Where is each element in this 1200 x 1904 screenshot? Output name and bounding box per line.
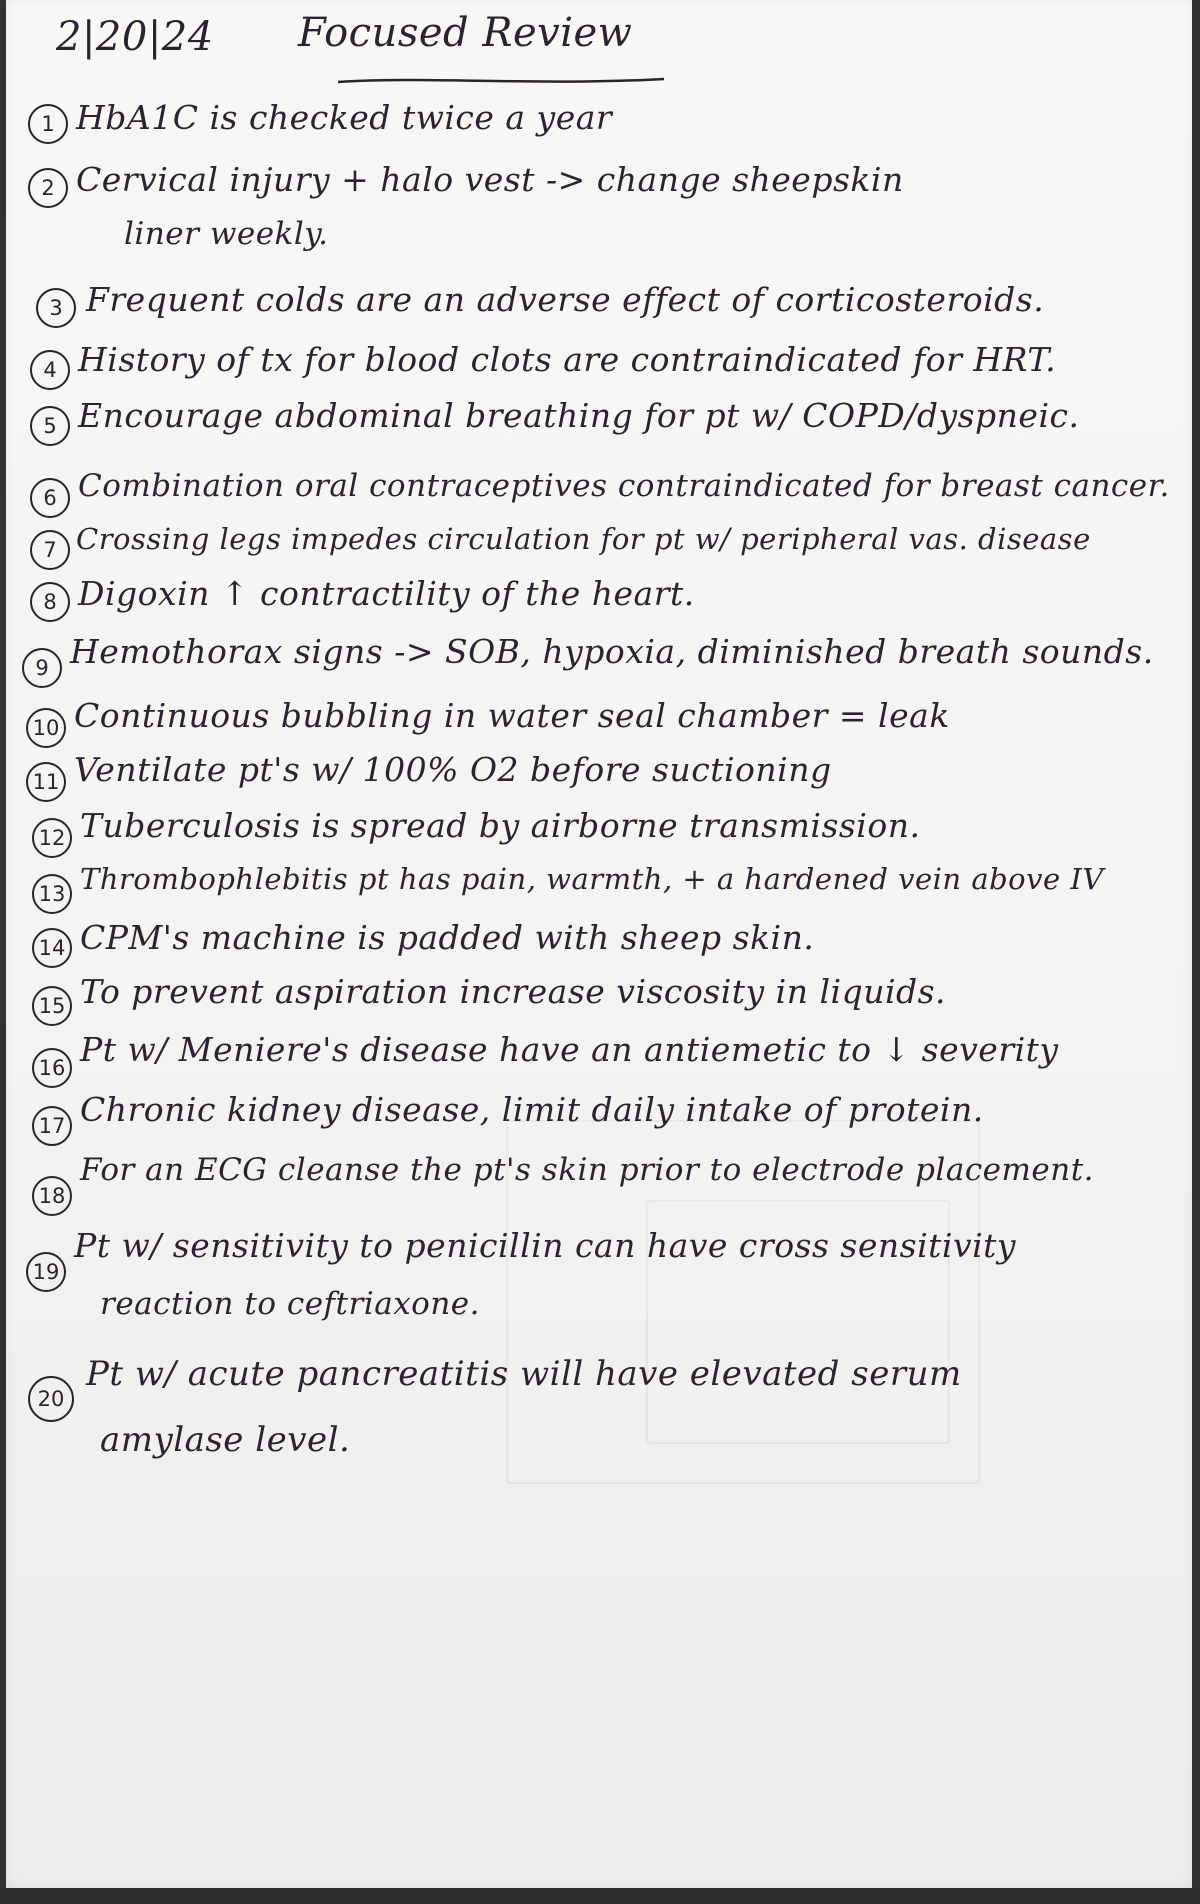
item-number-9: 9 <box>22 648 62 688</box>
item-text-5: Encourage abdominal breathing for pt w/ COPD/dyspneic. <box>78 396 1080 435</box>
item-continuation-2: liner weekly. <box>124 216 329 252</box>
item-text-17: Chronic kidney disease, limit daily intake of protein. <box>80 1090 984 1129</box>
item-number-15: 15 <box>32 986 72 1026</box>
notebook-page <box>6 0 1192 1888</box>
item-text-19: Pt w/ sensitivity to penicillin can have cross sensitivity <box>74 1226 1017 1265</box>
item-number-10: 10 <box>26 708 66 748</box>
item-number-5: 5 <box>30 406 70 446</box>
item-text-14: CPM's machine is padded with sheep skin. <box>80 918 815 957</box>
title-underline <box>336 74 666 88</box>
note-title: Focused Review <box>298 10 633 56</box>
note-date: 2|20|24 <box>56 14 214 60</box>
item-text-12: Tuberculosis is spread by airborne transmission. <box>80 806 921 845</box>
item-number-7: 7 <box>30 530 70 570</box>
item-number-11: 11 <box>26 762 66 802</box>
item-continuation-20: amylase level. <box>100 1420 351 1460</box>
item-number-6: 6 <box>30 478 70 518</box>
item-text-4: History of tx for blood clots are contraindicated for HRT. <box>78 340 1057 379</box>
item-number-18: 18 <box>32 1176 72 1216</box>
item-text-6: Combination oral contraceptives contraindicated for breast cancer. <box>78 468 1170 504</box>
item-number-8: 8 <box>30 582 70 622</box>
item-text-3: Frequent colds are an adverse effect of corticosteroids. <box>86 280 1045 319</box>
item-text-16: Pt w/ Meniere's disease have an antiemetic to ↓ severity <box>80 1030 1059 1069</box>
item-number-1: 1 <box>28 104 68 144</box>
item-text-9: Hemothorax signs -> SOB, hypoxia, diminished breath sounds. <box>70 632 1154 671</box>
item-number-12: 12 <box>32 818 72 858</box>
item-number-16: 16 <box>32 1048 72 1088</box>
item-text-15: To prevent aspiration increase viscosity in liquids. <box>80 972 947 1011</box>
item-text-13: Thrombophlebitis pt has pain, warmth, + a hardened vein above IV <box>80 862 1104 896</box>
item-text-10: Continuous bubbling in water seal chamber = leak <box>74 696 950 735</box>
item-text-11: Ventilate pt's w/ 100% O2 before suctioning <box>74 750 832 789</box>
item-number-2: 2 <box>28 168 68 208</box>
item-text-20: Pt w/ acute pancreatitis will have elevated serum <box>86 1354 962 1394</box>
item-text-1: HbA1C is checked twice a year <box>76 98 613 137</box>
item-number-13: 13 <box>32 874 72 914</box>
item-text-2: Cervical injury + halo vest -> change sheepskin <box>76 160 904 199</box>
item-number-14: 14 <box>32 928 72 968</box>
item-text-8: Digoxin ↑ contractility of the heart. <box>78 574 695 613</box>
item-number-4: 4 <box>30 350 70 390</box>
item-number-3: 3 <box>36 288 76 328</box>
item-continuation-19: reaction to ceftriaxone. <box>100 1286 481 1322</box>
item-number-20: 20 <box>28 1376 74 1422</box>
item-number-19: 19 <box>26 1252 66 1292</box>
item-text-18: For an ECG cleanse the pt's skin prior to electrode placement. <box>80 1152 1095 1188</box>
desk-edge <box>0 1888 1200 1904</box>
item-number-17: 17 <box>32 1106 72 1146</box>
item-text-7: Crossing legs impedes circulation for pt w/ peripheral vas. disease <box>76 522 1091 556</box>
